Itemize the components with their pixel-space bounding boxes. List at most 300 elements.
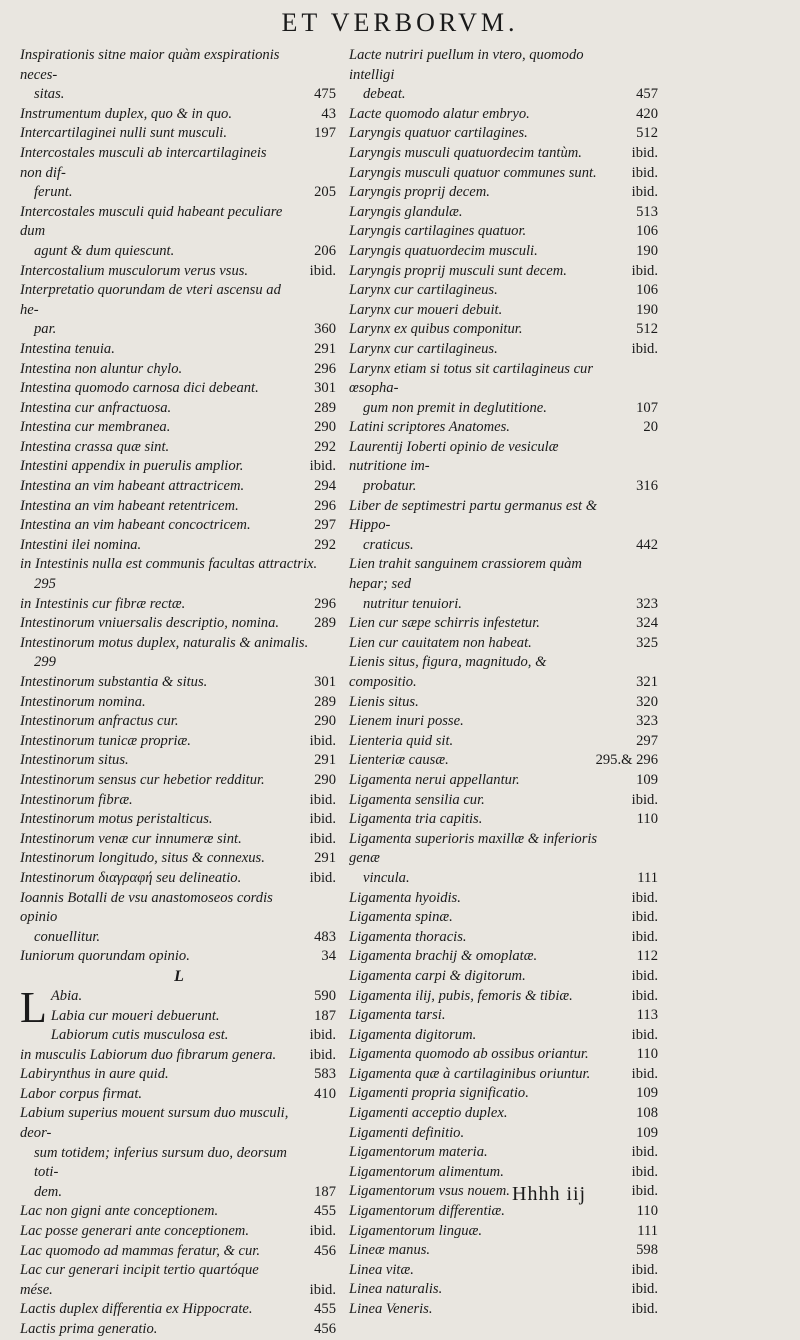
page-reference: 291 [314,850,336,867]
index-entry [20,124,338,144]
page-reference: ibid. [309,811,336,828]
entry-text: Inspirationis sitne maior quàm exspirationis neces- [20,47,280,83]
entry-continuation: sitas. [34,86,65,103]
index-entry [20,516,338,536]
entry-continuation: 295 [34,576,56,593]
entry-continuation: dem. [34,1183,62,1200]
index-entry [349,1065,660,1085]
entry-text: Intestinorum vniuersalis descriptio, nomina. [20,615,280,632]
entry-text: Ligamentorum alimentum. [349,1163,504,1180]
page-reference: 475 [314,86,336,103]
index-entry [20,497,338,517]
entry-text: Intestinorum situs. [20,752,129,769]
index-entry [20,46,338,105]
index-entry [20,418,338,438]
index-entry [20,360,338,380]
signature-mark: Hhhh iij [512,1183,587,1205]
entry-text: Ligamenta thoracis. [349,928,467,945]
index-entry [349,1182,660,1202]
index-entry [20,947,338,967]
index-entry [349,810,660,830]
page-reference: ibid. [631,967,658,984]
page-reference: ibid. [309,1223,336,1240]
entry-text: Ligamenta quæ à cartilaginibus oriuntur. [349,1065,591,1082]
entry-text: Abia. [50,987,83,1004]
index-entry [20,1065,338,1085]
index-entry [349,947,660,967]
entry-text: Ligamenta nerui appellantur. [349,771,520,788]
entry-text: Lienteria quid sit. [349,732,454,749]
page-reference: 316 [636,478,658,495]
entry-text: Ligamenti propria significatio. [349,1085,529,1102]
entry-text: Lac posse generari ante conceptionem. [20,1223,249,1240]
page-reference: ibid. [309,1027,336,1044]
index-entry [20,477,338,497]
page-reference: 107 [636,399,658,416]
page-reference: ibid. [631,184,658,201]
page-reference: ibid. [631,144,658,161]
entry-text: Laryngis quatuor cartilagines. [349,125,528,142]
page-reference: 289 [314,615,336,632]
index-entry [20,1222,338,1242]
entry-text: Ligamenta quomodo ab ossibus oriantur. [349,1046,589,1063]
section-letter: L [174,967,184,985]
page-reference: ibid. [309,869,336,886]
entry-text: Lac quomodo ad mammas feratur, & cur. [20,1242,260,1259]
entry-text: Laryngis cartilagines quatuor. [349,223,527,240]
index-entry [20,144,338,203]
entry-text: Intestini ilei nomina. [20,536,142,553]
page-reference: 583 [314,1066,336,1083]
page-reference: 456 [314,1242,336,1259]
page-reference: 297 [636,732,658,749]
index-entry [20,830,338,850]
page-reference: 20 [643,419,658,436]
entry-text: Intestinorum tunicæ propriæ. [20,732,191,749]
index-entry [349,732,660,752]
index-entry [349,751,660,771]
entry-continuation: agunt & dum quiescunt. [34,242,175,259]
drop-capital: L [20,982,47,1032]
entry-text: Labor corpus firmat. [20,1085,143,1102]
index-entry [349,712,660,732]
entry-text: Intestina crassa quæ sint. [20,438,170,455]
entry-text: Laryngis proprij musculi sunt decem. [349,262,567,279]
entry-text: Intestina tenuia. [20,340,115,357]
entry-text: Ligamenta brachij & omoplatæ. [349,948,538,965]
entry-text: Labiorum cutis musculosa est. [50,1027,229,1044]
page-reference: 34 [321,948,336,965]
page-reference: 290 [314,771,336,788]
page-reference: ibid. [309,458,336,475]
right-column [349,46,660,1320]
entry-continuation: gum non premit in deglutitione. [363,399,547,416]
index-entry [349,183,660,203]
entry-text: Linea Veneris. [349,1301,433,1317]
entry-text: Intestina an vim habeant concoctricem. [20,517,251,534]
page-reference: 109 [636,1124,658,1141]
page-reference: ibid. [631,1301,658,1317]
page-reference: ibid. [309,791,336,808]
entry-text: Laryngis proprij decem. [349,184,490,201]
index-entry [20,399,338,419]
page-reference: 110 [636,1046,658,1063]
page-reference: 43 [321,105,336,122]
page-reference: ibid. [631,1281,658,1298]
index-entry [20,810,338,830]
index-entry [20,732,338,752]
entry-text: Ioannis Botalli de vsu anastomoseos cordis opinio [20,889,273,926]
page-reference: 301 [314,674,336,690]
entry-continuation: probatur. [363,478,417,495]
page-reference: 590 [314,987,336,1004]
page-reference: 292 [314,438,336,455]
index-entry [20,1202,338,1222]
index-entry [20,1026,338,1046]
page-reference: 106 [636,282,658,299]
index-entry [349,301,660,321]
page-reference: ibid. [631,1144,658,1161]
index-entry [349,928,660,948]
entry-text: Intestinorum motus duplex, naturalis & animalis. [20,634,309,651]
entry-text: Intercostales musculi quid habeant peculiare dum [20,203,283,240]
entry-text: Intestina an vim habeant attractricem. [20,478,245,495]
index-entry [349,46,660,105]
page-reference: 442 [636,536,658,553]
page-reference: 325 [636,634,658,651]
entry-text: Intercartilaginei nulli sunt musculi. [20,125,227,142]
index-entry [349,105,660,125]
entry-text: Intercostalium musculorum verus vsus. [20,262,249,279]
index-entry [349,360,660,419]
page-reference: ibid. [631,1065,658,1082]
entry-text: Lac non gigni ante conceptionem. [20,1203,219,1220]
page-reference: 289 [314,399,336,416]
entry-text: Laryngis glandulæ. [349,203,463,220]
entry-text: Interpretatio quorundam de vteri ascensu ad he- [20,282,281,318]
page-reference: 111 [637,1222,658,1239]
entry-text: Ligamenta superioris maxillæ & inferioris genæ [349,830,598,867]
entry-text: Laurentij Ioberti opinio de vesiculæ nutritione im- [349,438,559,475]
page-reference: 296 [314,595,336,612]
entry-text: Intercostales musculi ab intercartilagineis non dif- [20,144,267,181]
entry-text: Larynx ex quibus componitur. [349,321,523,338]
entry-text: Lien cur cauitatem non habeat. [349,634,532,651]
index-entry [349,889,660,909]
page-reference: 360 [314,321,336,338]
page-reference: 512 [636,321,658,338]
entry-text: Linea vitæ. [349,1261,414,1278]
index-entry [20,1104,338,1202]
entry-continuation: debeat. [363,86,406,103]
index-entry [20,262,338,282]
page-reference: ibid. [631,909,658,926]
index-entry [349,320,660,340]
page-reference: 187 [314,1183,336,1200]
index-entry [20,693,338,713]
index-entry [20,595,338,615]
index-entry [349,1006,660,1026]
index-entry [349,791,660,811]
page-reference: 109 [636,771,658,788]
entry-continuation: ferunt. [34,184,73,201]
entry-text: Lienteriæ causæ. [349,752,449,769]
index-entry [349,653,660,692]
page-reference: 110 [636,1203,658,1220]
page-reference: 324 [636,615,658,632]
entry-text: Intestinorum motus peristalticus. [20,811,213,828]
index-entry [20,849,338,869]
index-entry [349,438,660,497]
entry-text: Intestini appendix in puerulis amplior. [20,458,244,475]
entry-text: Intestina cur anfractuosa. [20,399,172,416]
index-entry [349,1163,660,1183]
entry-text: Lien trahit sanguinem crassiorem quàm hepar; sed [349,556,582,593]
page-reference: ibid. [631,1163,658,1180]
page-reference: 290 [314,419,336,436]
index-entry [20,791,338,811]
entry-text: Ligamenta hyoidis. [349,889,461,906]
entry-text: Intestinorum longitudo, situs & connexus. [20,850,265,867]
page-reference: ibid. [309,732,336,749]
running-header: ET VERBORVM. [281,8,519,37]
page-reference: 323 [636,713,658,730]
entry-text: Intestina quomodo carnosa dici debeant. [20,380,259,397]
index-entry [349,1280,660,1300]
page-reference: ibid. [631,340,658,357]
entry-text: Lineæ manus. [349,1242,431,1259]
index-entry [20,379,338,399]
page-reference: 289 [314,693,336,710]
index-entry [20,340,338,360]
index-entry [20,1242,338,1262]
page-reference: ibid. [631,164,658,181]
entry-text: Labirynthus in aure quid. [20,1066,169,1083]
entry-text: Ligamentorum vsus nouem. [349,1183,510,1200]
index-entry [349,262,660,282]
entry-text: Liber de septimestri partu germanus est & Hippo- [349,497,598,534]
index-entry [349,418,660,438]
index-entry [20,438,338,458]
page-reference: ibid. [309,1046,336,1063]
entry-text: Iuniorum quorundam opinio. [20,948,190,965]
entry-text: Laryngis quatuordecim musculi. [349,242,538,259]
index-entry [20,457,338,477]
index-entry [20,281,338,340]
page-reference: 111 [637,869,658,886]
entry-text: Intestinorum nomina. [20,693,146,710]
entry-text: Larynx cur cartilagineus. [349,282,498,299]
index-entry [20,1046,338,1066]
page-reference: 455 [314,1301,336,1318]
entry-continuation: par. [34,321,57,338]
page-reference: 291 [314,340,336,357]
index-entry [349,1143,660,1163]
index-entry [349,1300,660,1320]
entry-text: Labia cur moueri debuerunt. [50,1007,220,1024]
entry-text: Ligamenta digitorum. [349,1026,477,1043]
page-reference: 113 [636,1007,658,1024]
page-reference: 420 [636,105,658,122]
page-reference: 323 [636,595,658,612]
index-entry [20,869,338,889]
entry-text: Lien cur sæpe schirris infestetur. [349,615,540,632]
index-entry [349,1045,660,1065]
entry-text: Ligamenta tarsi. [349,1007,446,1024]
entry-text: Intestinorum sensus cur hebetior redditur. [20,771,265,788]
entry-continuation: vincula. [363,869,410,886]
index-entry [349,614,660,634]
entry-text: Ligamentorum materia. [349,1144,488,1161]
entry-text: Ligamenti acceptio duplex. [349,1105,508,1122]
page-reference: 187 [314,1007,336,1024]
index-entry [349,693,660,713]
page-reference: 455 [314,1203,336,1220]
entry-text: Lacte quomodo alatur embryo. [349,105,530,122]
index-entry [20,712,338,732]
entry-text: Larynx etiam si totus sit cartilagineus cur œsopha- [349,360,594,397]
index-entry [349,634,660,654]
entry-text: Intestinorum fibræ. [20,791,133,808]
index-entry [349,1124,660,1144]
index-entry [20,1261,338,1300]
page-reference: 295.& 296 [595,752,658,769]
page-reference: ibid. [631,987,658,1004]
page-reference: 106 [636,223,658,240]
entry-continuation: sum totidem; inferius sursum duo, deorsum toti- [34,1144,287,1181]
page-reference: 483 [314,928,336,945]
entry-text: Ligamenta tria capitis. [349,811,483,828]
index-entry [349,1241,660,1261]
page-reference: ibid. [631,262,658,279]
index-entry [20,105,338,125]
index-entry [349,124,660,144]
page-reference: 190 [636,301,658,318]
page-reference: 456 [314,1321,336,1337]
page-reference: 206 [314,242,336,259]
index-entry [349,830,660,889]
entry-text: Intestina non aluntur chylo. [20,360,183,377]
entry-text: Ligamenta sensilia cur. [349,791,485,808]
entry-text: Ligamentorum linguæ. [349,1222,482,1239]
page-reference: 109 [636,1085,658,1102]
page-reference: 197 [314,125,336,142]
index-entry [349,1261,660,1281]
entry-text: Intestinorum substantia & situs. [20,674,208,690]
index-entry [349,1202,660,1222]
entry-continuation: nutritur tenuiori. [363,595,462,612]
entry-text: Larynx cur moueri debuit. [349,301,503,318]
entry-text: Latini scriptores Anatomes. [349,419,510,436]
entry-text: Larynx cur cartilagineus. [349,340,498,357]
page-reference: 598 [636,1242,658,1259]
entry-text: Lienis situs. [349,693,419,710]
entry-text: Ligamenta carpi & digitorum. [349,967,526,984]
entry-text: Labium superius mouent sursum duo musculi, deor- [20,1105,289,1142]
entry-text: in Intestinis nulla est communis facultas attractrix. [20,556,318,573]
index-entry [349,340,660,360]
page-reference: 190 [636,242,658,259]
left-column [20,46,338,1340]
index-entry [349,908,660,928]
index-entry [349,967,660,987]
entry-text: Laryngis musculi quatuordecim tantùm. [349,144,582,161]
entry-text: Lactis duplex differentia ex Hippocrate. [20,1301,253,1318]
entry-text: Ligamentorum differentiæ. [349,1203,505,1220]
page-reference: ibid. [309,1281,336,1298]
page-reference: 108 [636,1105,658,1122]
page-reference: 291 [314,752,336,769]
index-entry [349,1084,660,1104]
page-reference: 290 [314,713,336,730]
entry-text: Lactis prima generatio. [20,1321,158,1337]
page-reference: 512 [636,125,658,142]
page-reference: 205 [314,184,336,201]
page-reference: 296 [314,497,336,514]
page-reference: ibid. [309,830,336,847]
index-entry [20,634,338,673]
entry-continuation: 299 [34,654,56,671]
index-entry [349,1222,660,1242]
index-entry [349,203,660,223]
index-entry [349,222,660,242]
entry-text: Laryngis musculi quatuor communes sunt. [349,164,597,181]
page-reference: 297 [314,517,336,534]
index-entry [20,555,338,594]
page-reference: 110 [636,811,658,828]
index-entry [349,497,660,556]
index-entry [349,1104,660,1124]
page-reference: ibid. [309,262,336,279]
entry-text: Intestina an vim habeant retentricem. [20,497,239,514]
page-reference: 296 [314,360,336,377]
entry-text: Linea naturalis. [349,1281,443,1298]
entry-text: Lacte nutriri puellum in vtero, quomodo intelligi [349,47,584,83]
index-entry [349,144,660,164]
page-reference: 294 [314,478,336,495]
entry-continuation: conuellitur. [34,928,101,945]
page-reference: 292 [314,536,336,553]
index-entry [20,536,338,556]
index-entry [349,771,660,791]
page-reference: ibid. [631,1183,658,1200]
entry-text: Lac cur generari incipit tertio quartóque mése. [20,1262,259,1298]
page-reference: ibid. [631,889,658,906]
entry-text: Instrumentum duplex, quo & in quo. [20,105,232,122]
entry-text: Lienem inuri posse. [349,713,464,730]
page-reference: 112 [636,948,658,965]
entry-text: Intestinorum venæ cur innumeræ sint. [20,830,242,847]
entry-text: Ligamenta ilij, pubis, femoris & tibiæ. [349,987,573,1004]
index-entry [20,1007,338,1027]
index-entry [20,1320,338,1340]
index-entry [20,1085,338,1105]
index-entry [20,673,338,693]
page-reference: 457 [636,86,658,103]
entry-text: Lienis situs, figura, magnitudo, & compositio. [349,654,547,690]
page-reference: ibid. [631,928,658,945]
index-entry [20,1300,338,1320]
page-reference: 320 [636,693,658,710]
page-reference: 301 [314,380,336,397]
index-entry [349,1026,660,1046]
index-entry [20,889,338,948]
index-entry [20,771,338,791]
index-entry [20,203,338,262]
entry-text: Intestinorum διαγραφή seu delineatio. [20,869,242,886]
entry-text: Ligamenta spinæ. [349,909,453,926]
page-reference: ibid. [631,1026,658,1043]
